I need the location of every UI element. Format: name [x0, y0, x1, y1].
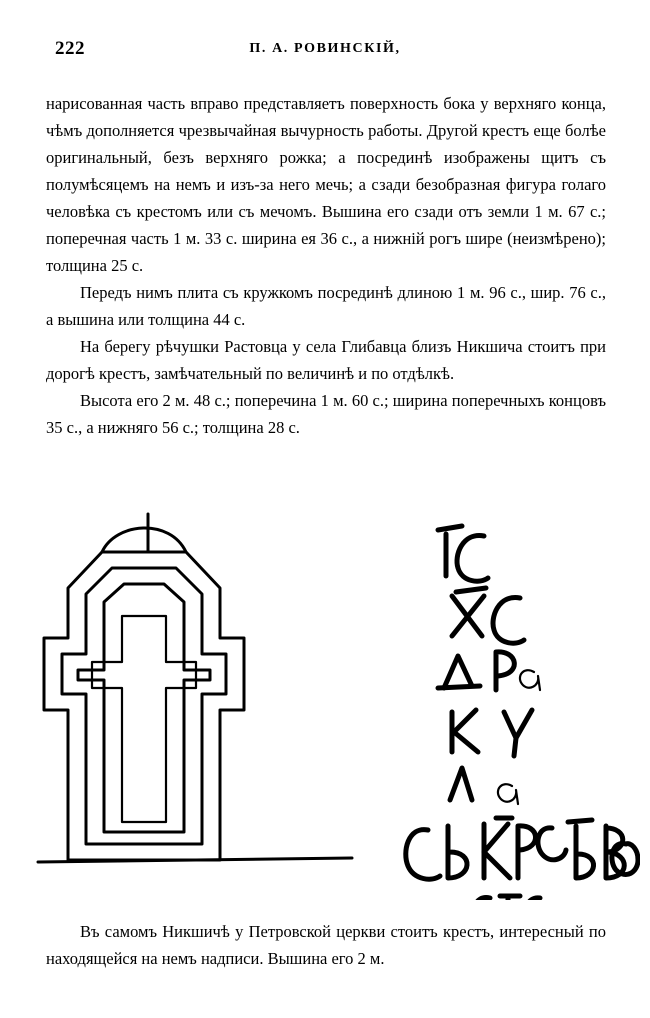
- closing-text: [46, 918, 606, 972]
- paragraph-2: Передъ нимъ плита съ кружкомъ посрединѣ длиною 1 м. 96 с., шир. 76 с., а вышина или толщина 44 с.: [46, 283, 606, 329]
- figure: [0, 492, 650, 912]
- running-title: П. А. РОВИНСКІЙ,: [249, 41, 401, 56]
- paragraph-3: На берегу рѣчушки Растовца у села Глибавца близъ Никшича стоитъ при дорогѣ крестъ, замѣчательный по величинѣ и по отдѣлкѣ.: [46, 337, 606, 383]
- carved-inscription-drawing: [400, 500, 640, 900]
- page-header: [0, 38, 650, 62]
- closing-paragraph: Въ самомъ Никшичѣ у Петровской церкви стоитъ крестъ, интересный по находящейся на немъ надписи. Вышина его 2 м.: [46, 922, 606, 968]
- page-number: 222: [55, 38, 85, 59]
- stone-cross-drawing: [30, 492, 360, 892]
- body-text: [46, 90, 606, 441]
- paragraph-4: Высота его 2 м. 48 с.; поперечина 1 м. 60 с.; ширина поперечныхъ концовъ 35 с., а нижняго 56 с.; толщина 28 с.: [46, 391, 606, 437]
- paragraph-1: нарисованная часть вправо представляетъ поверхность бока у верхняго конца, чѣмъ дополняется чрезвычайная вычурность работы. Другой крестъ еще болѣе оригинальный, безъ верхняго рожка; а посрединѣ изображены щитъ съ полумѣсяцемъ на немъ и изъ-за него мечь; а сзади безобразная фигура голаго человѣка съ крестомъ или съ мечомъ. Вышина его сзади отъ земли 1 м. 67 с.; поперечная часть 1 м. 33 с. ширина ея 36 с., а нижній рогъ шире (неизмѣрено); толщина 25 с.: [46, 94, 606, 275]
